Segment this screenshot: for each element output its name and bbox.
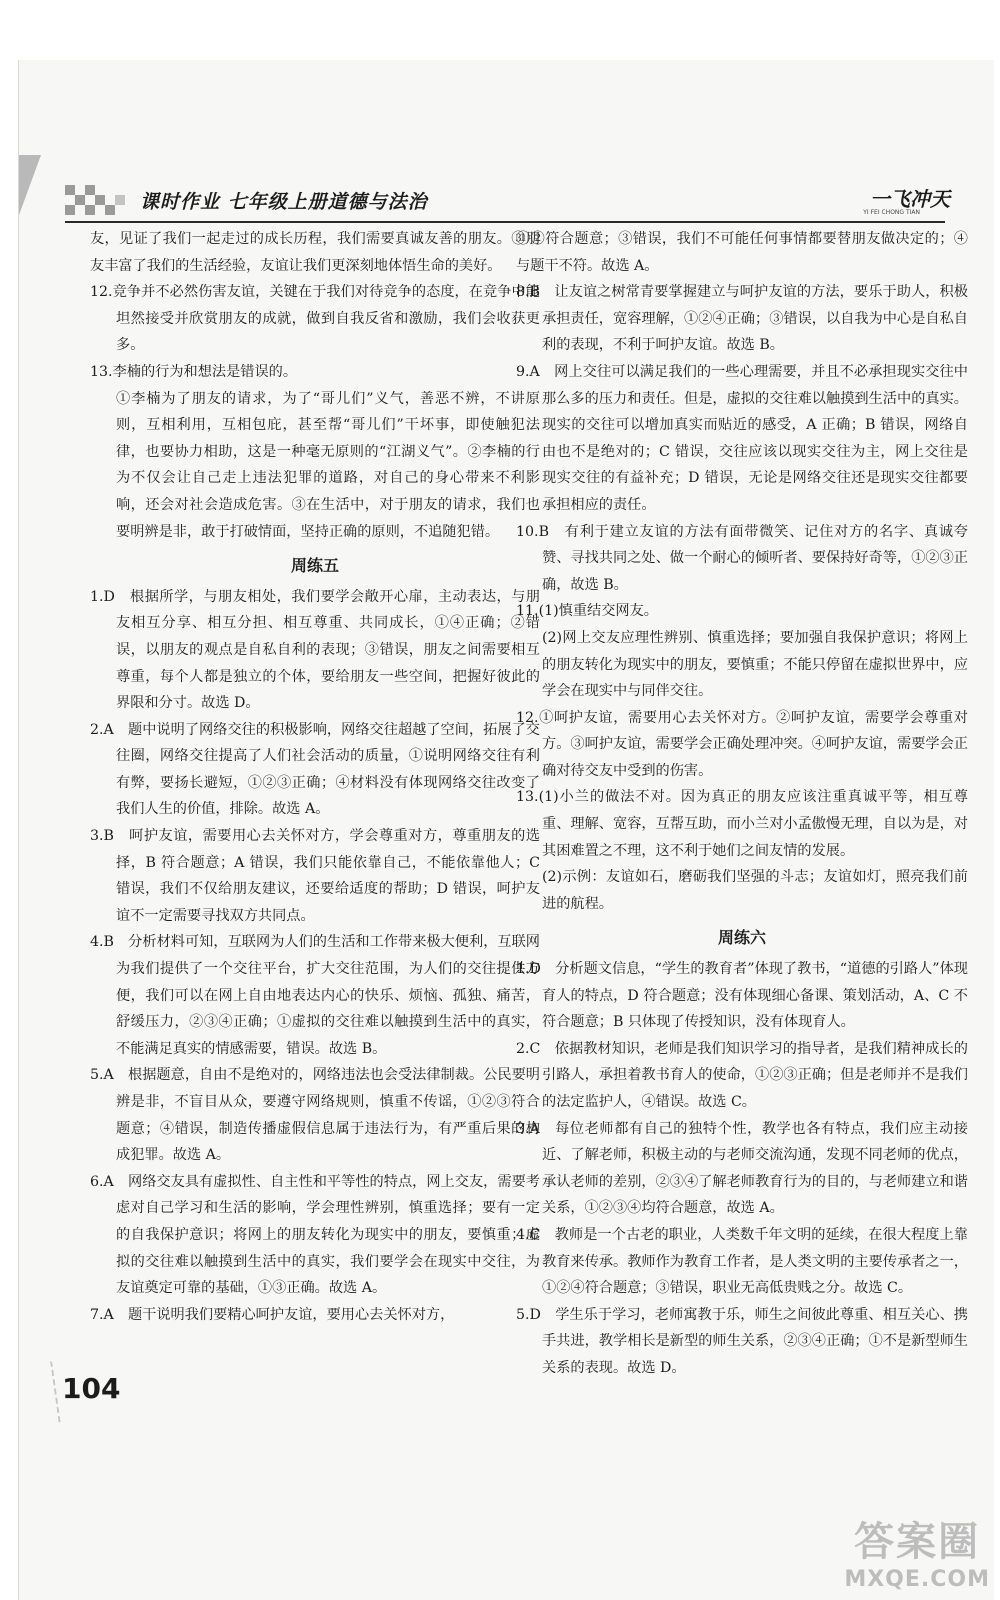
section-heading: 周练五: [290, 556, 339, 576]
answer-item: 3.A 每位老师都有自己的独特个性，教学也各有特点，我们应主动接近、了解老师，积极主动的与老师交流沟通，发现不同老师的优点，承认老师的差别，②③④了解老师教育行为的目的，与老师建立和谐关系，①②③④均符合题意，故选 A。: [516, 1120, 968, 1217]
answer-item: 12.①呵护友谊，需要用心去关怀对方。②呵护友谊，需要学会尊重对方。③呵护友谊，需要学会正确处理冲突。④呵护友谊，需要学会正确对待交友中受到的伤害。: [516, 709, 968, 779]
checker-logo-icon: [65, 185, 135, 219]
answer-item: 2.C 依据教材知识，老师是我们知识学习的指导者，是我们精神成长的引路人，承担着教书育人的使命，①②③正确；但是老师并不是我们的法定监护人，④错误。故选 C。: [516, 1040, 968, 1110]
page-header: [65, 185, 950, 223]
section-heading: 周练六: [717, 928, 766, 948]
brand-logo: 一飞冲天: [870, 187, 950, 211]
header-title: 课时作业 七年级上册道德与法治: [140, 191, 428, 213]
page-number: 104: [62, 1372, 121, 1405]
answer-item: 13.李楠的行为和想法是错误的。: [90, 363, 298, 380]
answer-item: 4.B 分析材料可知，互联网为人们的生活和工作带来极大便利，互联网为我们提供了一个交往平台，扩大交往范围，为人们的交往提供方便，我们可以在网上自由地表达内心的快乐、烦恼、孤独、痛苦，舒缓压力，②③④正确；①虚拟的交往难以触摸到生活中的真实，不能满足真实的情感需要，错误。故选 B。: [90, 934, 540, 1057]
answer-item: 6.A 网络交友具有虚拟性、自主性和平等性的特点，网上交友，需要考虑对自己学习和生活的影响，学会理性辨别，慎重选择；要有一定的自我保护意识；将网上的朋友转化为现实中的朋友，要慎重；虚拟的交往难以触摸到生活中的真实，我们要学会在现实中交往，为友谊奠定可靠的基础，①③正确。故选 A。: [90, 1173, 540, 1297]
answer-item: 2.A 题中说明了网络交往的积极影响，网络交往超越了空间，拓展了交往圈，网络交往提高了人们社会活动的质量，①说明网络交往有利有弊，要扬长避短，①②③正确；④材料没有体现网络交往改变了我们人生的价值，排除。故选 A。: [90, 721, 540, 818]
answer-item: 5.D 学生乐于学习，老师寓教于乐，师生之间彼此尊重、相互关心、携手共进，教学相长是新型的师生关系，②③④正确；①不是新型师生关系的表现。故选 D。: [516, 1306, 968, 1376]
answer-item: 7.A 题干说明我们要精心呵护友谊，要用心去关怀对方，: [90, 1306, 455, 1323]
answer-text: (2)网上交友应理性辨别、慎重选择；要加强自我保护意识；将网上的朋友转化为现实中的朋友，要慎重；不能只停留在虚拟世界中，应学会在现实中与同伴交往。: [542, 629, 968, 700]
answer-item: 11.(1)慎重结交网友。: [516, 603, 658, 620]
answer-text: ①李楠为了朋友的请求，为了“哥儿们”义气，善恶不辨，不讲原则，互相利用，互相包庇，甚至帮“哥儿们”干坏事，即使触犯法律，也要协力相助，这是一种毫无原则的“江湖义气”。②李楠的行为不仅会让自己走上违法犯罪的道路，对自己的身心带来不利影响，还会对社会造成危害。③在生活中，对于朋友的请求，我们也要明辨是非，敢于打破情面，坚持正确的原则，不追随犯错。: [116, 390, 540, 540]
watermark: [844, 1510, 990, 1592]
answer-item: 4.C 教师是一个古老的职业，人类数千年文明的延续，在很大程度上靠教育来传承。教师作为教育工作者，是人类文明的主要传承者之一，①②④符合题意；③错误，职业无高低贵贱之分。故选 C。: [516, 1226, 968, 1297]
answer-item: 9.A 网上交往可以满足我们的一些心理需要，并且不必承担现实交往中那么多的压力和责任。但是，虚拟的交往难以触摸到生活中的真实。现实的交往可以增加真实而贴近的感受，A 正确；B 错误，网络自由也不是绝对的；C 错误，交往应该以现实交往为主，网上交往是现实交往的有益补充；D 错误，无论是网络交往还是现实交往都要承担相应的责任。: [516, 363, 968, 513]
answer-item: 8.B 让友谊之树常青要掌握建立与呵护友谊的方法，要乐于助人，积极承担责任，宽容理解，①②④正确；③错误，以自我为中心是自私自利的表现，不利于呵护友谊。故选 B。: [516, 284, 968, 354]
answer-item: 10.B 有利于建立友谊的方法有面带微笑、记住对方的名字、真诚夸赞、寻找共同之处、做一个耐心的倾听者、要保持好奇等，①②③正确，故选 B。: [516, 523, 968, 593]
answer-item: 12.竞争并不必然伤害友谊，关键在于我们对待竞争的态度，在竞争中能坦然接受并欣赏朋友的成就，做到自我反省和激励，我们会收获更多。: [90, 284, 540, 354]
answer-column-right: [516, 226, 968, 1376]
answer-item: 1.D 根据所学，与朋友相处，我们要学会敞开心扉，主动表达，与朋友相互分享、相互分担、相互尊重、共同成长，①④正确；②错误，以朋友的观点是自私自利的表现；③错误，朋友之间需要相互尊重，每个人都是独立的个体，要给朋友一些空间，把握好彼此的界限和分寸。故选 D。: [90, 588, 540, 712]
answer-item: 5.A 根据题意，自由不是绝对的，网络违法也会受法律制裁。公民要明辨是非，不盲目从众，要遵守网络规则，慎重不传谣，①②③符合题意；④错误，制造传播虚假信息属于违法行为，有严重后果的构成犯罪。故选 A。: [90, 1067, 540, 1164]
watermark-url: MXQE.COM: [844, 1567, 990, 1592]
answer-column-left: [90, 226, 540, 1376]
answer-item: 13.(1)小兰的做法不对。因为真正的朋友应该注重真诚平等，相互尊重、理解、宽容，互帮互助，而小兰对小孟傲慢无理，自以为是，对其困难置之不理，这不利于她们之间友情的发展。: [516, 789, 968, 859]
answer-text: (2)示例：友谊如石，磨砺我们坚强的斗志；友谊如灯，照亮我们前进的航程。: [542, 869, 968, 912]
answer-item: 1.D 分析题文信息，“学生的教育者”体现了教书，“道德的引路人”体现育人的特点，D 符合题意；没有体现细心备课、策划活动，A、C 不符合题意；B 只体现了传授知识，没有体现育人。: [516, 961, 968, 1031]
brand-subtitle: YI FEI CHONG TIAN: [863, 209, 920, 216]
answer-item: 3.B 呵护友谊，需要用心去关怀对方，学会尊重对方，尊重朋友的选择，B 符合题意；A 错误，我们只能依靠自己，不能依靠他人；C 错误，我们不仅给朋友建议，还要给适度的帮助；D 错误，呵护友谊不一定需要寻找双方共同点。: [90, 828, 540, 924]
watermark-logo: 答案圈: [854, 1519, 981, 1565]
answer-text: ①②符合题意；③错误，我们不可能任何事情都要替朋友做决定的；④与题干不符。故选 A。: [516, 231, 968, 274]
answer-text: 友，见证了我们一起走过的成长历程，我们需要真诚友善的朋友。③朋友丰富了我们的生活经验，友谊让我们更深刻地体悟生命的美好。: [90, 231, 540, 274]
folded-corner: [19, 155, 41, 215]
